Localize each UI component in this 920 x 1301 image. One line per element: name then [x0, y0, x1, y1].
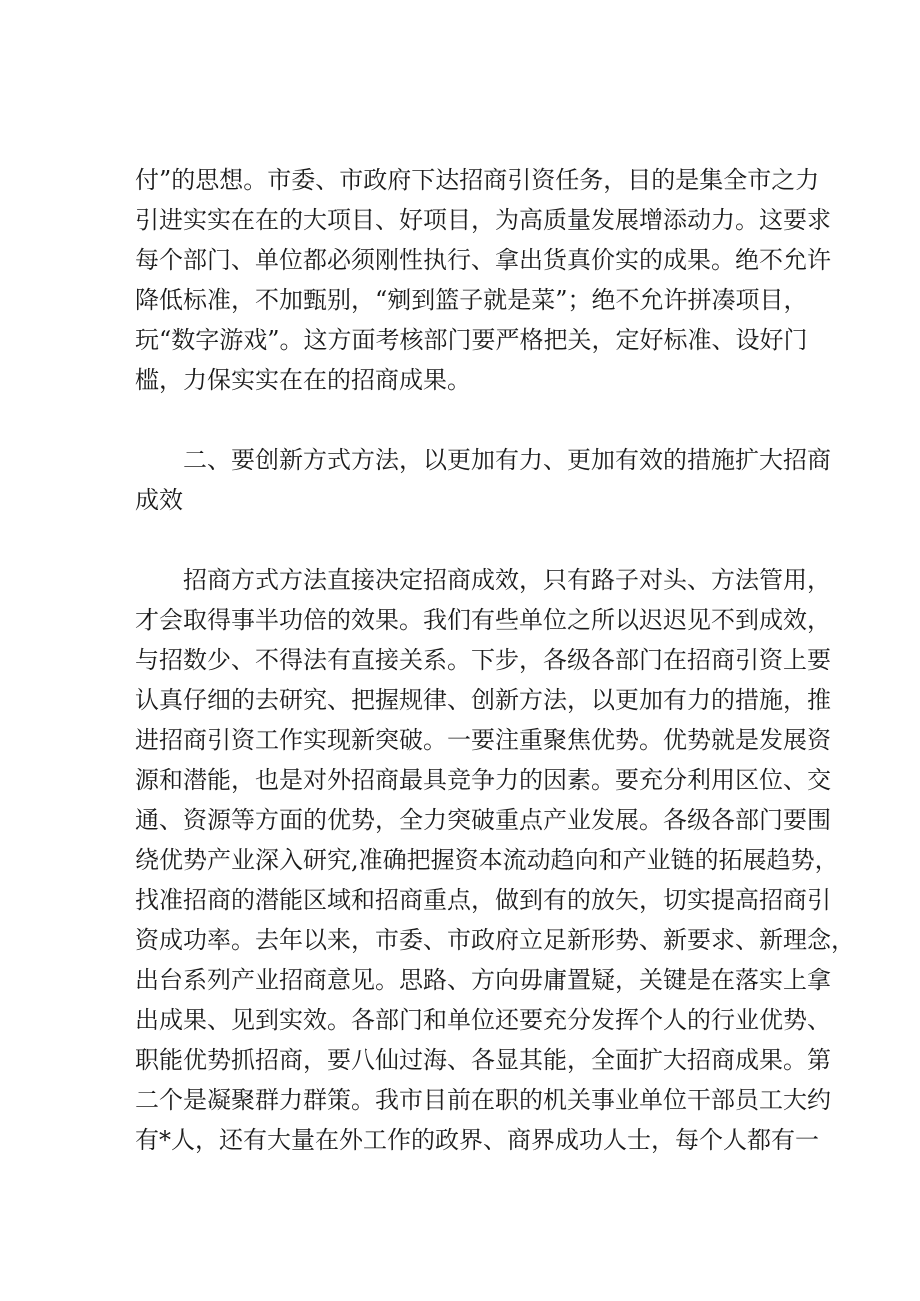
text-line: 出台系列产业招商意见。思路、方向毋庸置疑，关键是在落实上拿 [135, 966, 831, 994]
text-line: 每个部门、单位都必须刚性执行、拿出货真价实的成果。绝不允许 [135, 246, 831, 274]
text-line: 找准招商的潜能区域和招商重点，做到有的放矢，切实提高招商引 [135, 886, 831, 914]
heading-line: 成效 [135, 486, 183, 514]
document-body [135, 160, 855, 1160]
text-line: 与招数少、不得法有直接关系。下步，各级各部门在招商引资上要 [135, 646, 831, 674]
text-line: 出成果、见到实效。各部门和单位还要充分发挥个人的行业优势、 [135, 1006, 831, 1034]
text-line: 源和潜能，也是对外招商最具竞争力的因素。要充分利用区位、交 [135, 766, 831, 794]
paragraph-body [135, 560, 855, 1160]
text-line: 招商方式方法直接决定招商成效，只有路子对头、方法管用， [183, 566, 831, 594]
text-line: 才会取得事半功倍的效果。我们有些单位之所以迟迟见不到成效， [135, 606, 831, 634]
paragraph-continuation [135, 160, 831, 400]
text-line: 玩“数字游戏”。这方面考核部门要严格把关，定好标准、设好门 [135, 326, 808, 354]
section-heading-continuation [135, 480, 807, 520]
paragraph-spacer [135, 400, 807, 440]
heading-line: 二、要创新方式方法，以更加有力、更加有效的措施扩大招商 [183, 446, 831, 474]
text-line: 绕优势产业深入研究,准确把握资本流动趋向和产业链的拓展趋势， [135, 846, 839, 874]
text-line: 降低标准，不加甄别，“剜到篮子就是菜”；绝不允许拼凑项目， [135, 286, 808, 314]
text-line: 通、资源等方面的优势，全力突破重点产业发展。各级各部门要围 [135, 806, 831, 834]
text-line: 付”的思想。市委、市政府下达招商引资任务，目的是集全市之力 [135, 166, 820, 194]
text-line: 进招商引资工作实现新突破。一要注重聚焦优势。优势就是发展资 [135, 726, 831, 754]
paragraph-spacer [135, 520, 807, 560]
text-line: 职能优势抓招商，要八仙过海、各显其能，全面扩大招商成果。第 [135, 1046, 831, 1074]
text-line: 有*人，还有大量在外工作的政界、商界成功人士，每个人都有一 [135, 1126, 819, 1154]
text-line: 认真仔细的去研究、把握规律、创新方法，以更加有力的措施，推 [135, 686, 831, 714]
section-heading [135, 440, 831, 480]
text-line: 槛，力保实实在在的招商成果。 [135, 366, 471, 394]
text-line: 资成功率。去年以来，市委、市政府立足新形势、新要求、新理念， [135, 926, 855, 954]
text-line: 二个是凝聚群力群策。我市目前在职的机关事业单位干部员工大约 [135, 1086, 831, 1114]
text-line: 引进实实在在的大项目、好项目，为高质量发展增添动力。这要求 [135, 206, 831, 234]
